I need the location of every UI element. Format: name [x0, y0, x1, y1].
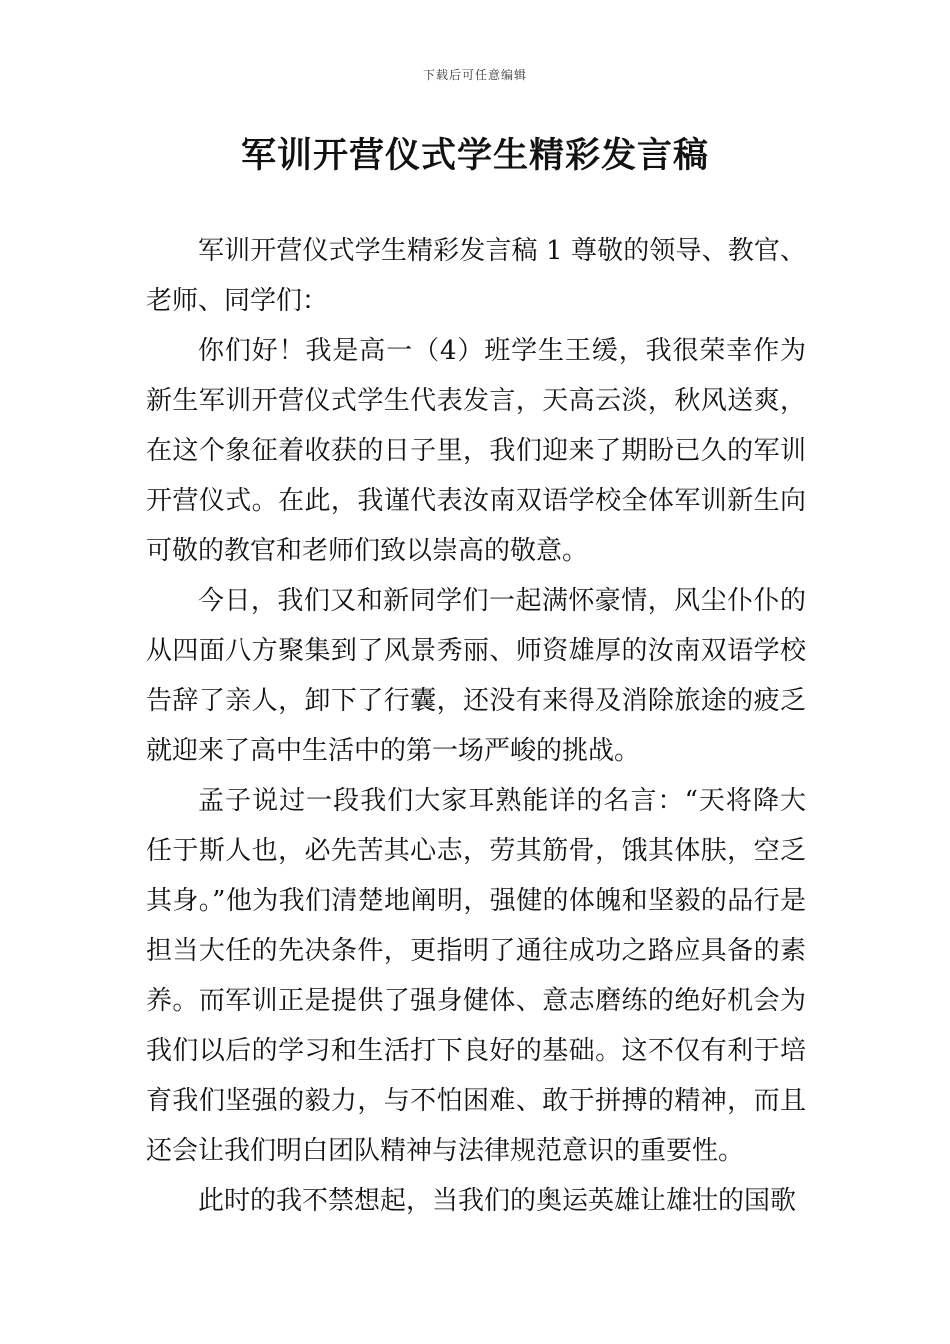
document-title: 军训开营仪式学生精彩发言稿	[240, 136, 709, 176]
paragraph-5: 此时的我不禁想起，当我们的奥运英雄让雄壮的国歌	[198, 1186, 797, 1216]
paragraph-3: 今日，我们又和新同学们一起满怀豪情，风尘仆仆的从四面八方聚集到了风景秀丽、师资雄厚的汝南双语学校告辞了亲人，卸下了行囊，还没有来得及消除旅途的疲乏就迎来了高中生活中的第一场严峻的挑战。	[146, 586, 806, 766]
header-note: 下载后可任意编辑	[422, 68, 527, 82]
document-body	[146, 226, 806, 1226]
paragraph-2: 你们好！我是高一（4）班学生王缓，我很荣幸作为新生军训开营仪式学生代表发言，天高云淡，秋风送爽，在这个象征着收获的日子里，我们迎来了期盼已久的军训开营仪式。在此，我谨代表汝南双语学校全体军训新生向可敬的教官和老师们致以崇高的敬意。	[146, 336, 806, 566]
paragraph-1: 军训开营仪式学生精彩发言稿 1 尊敬的领导、教官、老师、同学们：	[146, 236, 806, 316]
paragraph-4: 孟子说过一段我们大家耳熟能详的名言：“天将降大任于斯人也，必先苦其心志，劳其筋骨，饿其体肤，空乏其身。”他为我们清楚地阐明，强健的体魄和坚毅的品行是担当大任的先决条件，更指明了通往成功之路应具备的素养。而军训正是提供了强身健体、意志磨练的绝好机会为我们以后的学习和生活打下良好的基础。这不仅有利于培育我们坚强的毅力，与不怕困难、敢于拼搏的精神，而且还会让我们明白团队精神与法律规范意识的重要性。	[146, 786, 806, 1166]
